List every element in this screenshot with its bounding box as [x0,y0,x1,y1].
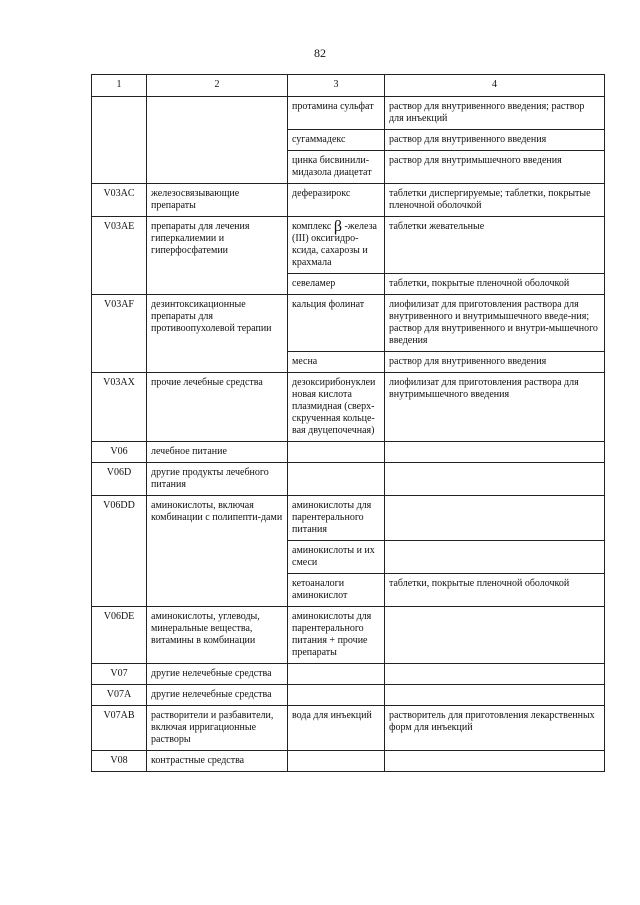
substance-cell [288,442,385,463]
dosage-form-cell [385,541,605,574]
atc-code-cell: V06 [92,442,147,463]
column-header-3: 3 [288,75,385,97]
atc-code-cell: V07AB [92,706,147,751]
beta-symbol: β [333,218,342,235]
substance-cell: севеламер [288,274,385,295]
atc-code-cell: V03AC [92,184,147,217]
dosage-form-cell [385,496,605,541]
group-cell: железосвязывающие препараты [147,184,288,217]
dosage-form-cell: растворитель для приготовления лекарственных форм для инъекций [385,706,605,751]
substance-cell: аминокислоты для парентерального питания [288,496,385,541]
table-row [92,685,605,706]
atc-code-cell: V03AE [92,217,147,295]
substance-cell [288,217,385,274]
substance-cell: аминокислоты и их смеси [288,541,385,574]
dosage-form-cell [385,442,605,463]
substance-cell [288,685,385,706]
substance-cell [288,664,385,685]
table-row [92,373,605,442]
table-row [92,463,605,496]
group-cell: другие нелечебные средства [147,685,288,706]
dosage-form-cell: таблетки жевательные [385,217,605,274]
atc-code-cell [92,97,147,184]
substance-text-after: -железа (III) оксигидро-ксида, сахарозы и крахмала [292,221,377,268]
substance-cell: кальция фолинат [288,295,385,352]
substance-cell: протамина сульфат [288,97,385,130]
atc-code-cell: V08 [92,751,147,772]
table-row [92,664,605,685]
dosage-form-cell [385,685,605,706]
substance-cell: месна [288,352,385,373]
substance-cell: цинка бисвинили-мидазола диацетат [288,151,385,184]
group-cell: другие продукты лечебного питания [147,463,288,496]
group-cell: контрастные средства [147,751,288,772]
table-row [92,184,605,217]
dosage-form-cell: лиофилизат для приготовления раствора для внутримышечного введения [385,373,605,442]
atc-code-cell: V03AF [92,295,147,373]
table-row [92,442,605,463]
substance-text-before: комплекс [292,221,334,232]
substance-cell: сугаммадекс [288,130,385,151]
group-cell: препараты для лечения гиперкалиемии и гиперфосфатемии [147,217,288,295]
dosage-form-cell: раствор для внутривенного введения; раствор для инъекций [385,97,605,130]
group-cell: аминокислоты, включая комбинации с полипепти-дами [147,496,288,607]
table-header-row [92,75,605,97]
group-cell [147,97,288,184]
substance-cell [288,751,385,772]
substance-cell [288,463,385,496]
group-cell: лечебное питание [147,442,288,463]
dosage-form-cell [385,607,605,664]
atc-code-cell: V06DE [92,607,147,664]
column-header-2: 2 [147,75,288,97]
dosage-form-cell: таблетки, покрытые пленочной оболочкой [385,274,605,295]
dosage-form-cell [385,664,605,685]
atc-code-cell: V03AX [92,373,147,442]
dosage-form-cell: таблетки, покрытые пленочной оболочкой [385,574,605,607]
dosage-form-cell: раствор для внутривенного введения [385,130,605,151]
group-cell: другие нелечебные средства [147,664,288,685]
column-header-4: 4 [385,75,605,97]
page-number: 82 [314,46,326,60]
substance-cell: кетоаналоги аминокислот [288,574,385,607]
group-cell: дезинтоксикационные препараты для противоопухолевой терапии [147,295,288,373]
substance-cell: аминокислоты для парентерального питания + прочие препараты [288,607,385,664]
dosage-form-cell [385,751,605,772]
dosage-form-cell: таблетки диспергируемые; таблетки, покрытые пленочной оболочкой [385,184,605,217]
drug-table [91,74,605,772]
table-row [92,706,605,751]
group-cell: растворители и разбавители, включая ирригационные растворы [147,706,288,751]
group-cell: аминокислоты, углеводы, минеральные вещества, витамины в комбинации [147,607,288,664]
atc-code-cell: V07A [92,685,147,706]
atc-code-cell: V06DD [92,496,147,607]
table-row [92,496,605,541]
column-header-1: 1 [92,75,147,97]
atc-code-cell: V06D [92,463,147,496]
substance-cell: дезоксирибонуклеиновая кислота плазмидная (сверх-скрученная кольце-вая двуцепочечная) [288,373,385,442]
dosage-form-cell: раствор для внутримышечного введения [385,151,605,184]
table-row [92,97,605,130]
atc-code-cell: V07 [92,664,147,685]
table-row [92,607,605,664]
substance-cell: вода для инъекций [288,706,385,751]
dosage-form-cell: раствор для внутривенного введения [385,352,605,373]
substance-cell: деферазирокс [288,184,385,217]
dosage-form-cell: лиофилизат для приготовления раствора для внутривенного и внутримышечного введе-ния; раствор для внутривенного и внутри-мышечного введения [385,295,605,352]
dosage-form-cell [385,463,605,496]
table-row [92,295,605,352]
table-row [92,751,605,772]
table-row [92,217,605,274]
group-cell: прочие лечебные средства [147,373,288,442]
